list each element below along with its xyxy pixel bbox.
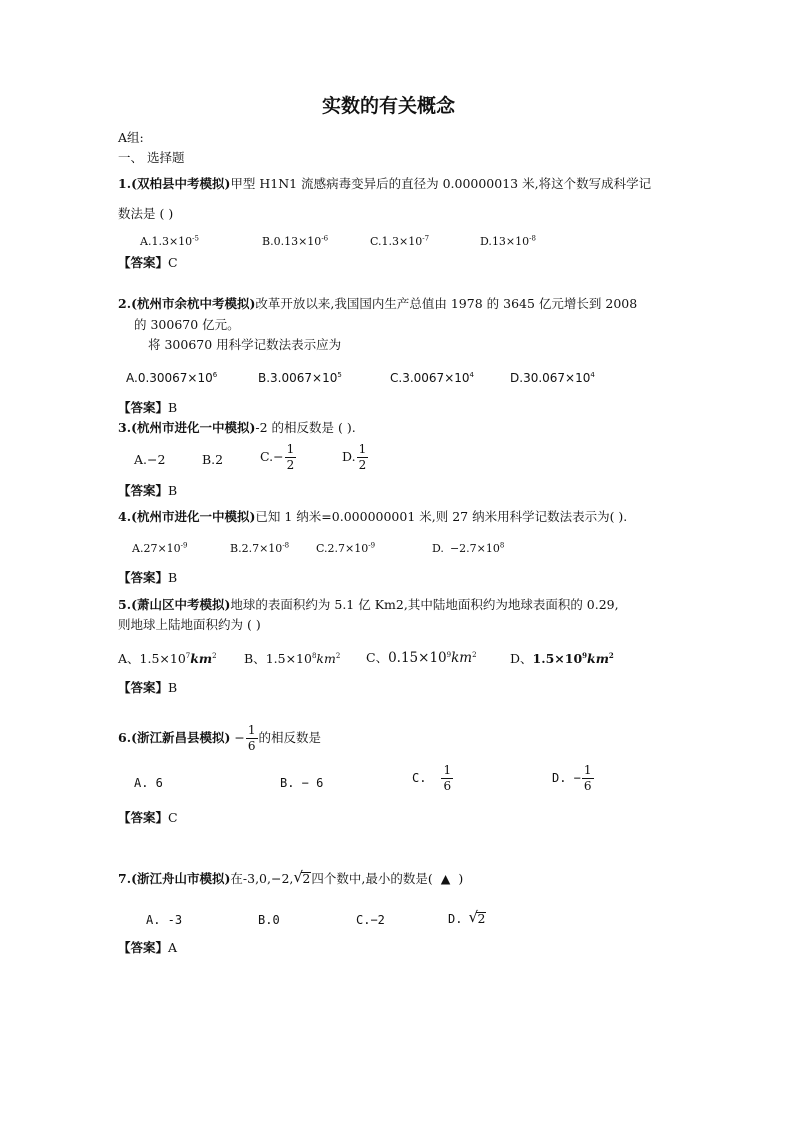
- question-5: [118, 599, 619, 612]
- q1-option-b: $B.0.13\times 10^{-6}$: [262, 234, 329, 248]
- q4-option-a: $A.27\times 10^{-9}$: [132, 541, 188, 555]
- question-source: (浙江舟山市模拟): [131, 871, 231, 886]
- question-number: 2.: [118, 296, 132, 311]
- question-source: (萧山区中考模拟): [131, 597, 231, 612]
- q7-option-b: B.0: [258, 913, 280, 927]
- question-7: 7.(浙江舟山市模拟)在-3,0,−2, √ 2四个数中,最小的数是( ▲ ): [118, 868, 464, 886]
- question-number: 6.: [118, 729, 132, 745]
- q7-answer: 【答案】A: [118, 940, 178, 955]
- question-source: (浙江新昌县模拟): [131, 729, 231, 745]
- question-number: 4.: [118, 509, 132, 524]
- q2-option-d: $D.30.067\times 10^4$: [510, 371, 595, 385]
- q6-option-a: A. 6: [134, 776, 163, 790]
- sqrt-2: √ 2: [293, 868, 311, 886]
- q6-option-d: D. − $\frac{1}{6}$: [552, 763, 592, 793]
- q4-option-b: $B.2.7\times 10^{-8}$: [230, 541, 290, 555]
- q1-option-d: $D.13\times 10^{-8}$: [480, 234, 536, 248]
- question-number: 1.: [118, 176, 132, 191]
- q5-option-d: D、$1.5\times 10^9km^2$: [510, 650, 614, 666]
- q5-option-a: A、$1.5\times 10^7km^2$: [118, 651, 217, 666]
- q6-answer: 【答案】C: [118, 810, 178, 825]
- question-1: [118, 178, 651, 191]
- q7-option-d: D. √ 2: [448, 908, 486, 926]
- question-text: 地球的表面积约为 5.1 亿 Km2,其中陆地面积约为地球表面积的 0.29,: [230, 597, 619, 612]
- q2-answer: 【答案】B: [118, 400, 178, 415]
- q3-option-c: C.− $\frac{1}{2}$: [260, 442, 295, 472]
- question-text: 已知 1 纳米=0.000000001 米,则 27 纳米用科学记数法表示为( ).: [255, 509, 628, 524]
- question-1-text-line2: 数法是 ( ): [118, 206, 174, 221]
- q4-answer: 【答案】B: [118, 570, 178, 585]
- q5-answer: 【答案】B: [118, 680, 178, 695]
- question-number: 7.: [118, 871, 132, 886]
- question-5-text-line2: 则地球上陆地面积约为 ( ): [118, 617, 261, 632]
- question-number: 3.: [118, 420, 132, 435]
- q4-option-d: D. $-2.7\times 10^8$: [432, 541, 505, 555]
- question-source: (杭州市进化一中模拟): [131, 509, 256, 524]
- q3-answer: 【答案】B: [118, 483, 178, 498]
- triangle-icon: ▲: [440, 871, 451, 886]
- question-2: [118, 298, 637, 311]
- q1-option-c: $C.1.3\times 10^{-7}$: [370, 234, 430, 248]
- q2-option-b: $B.3.0067\times 10^5$: [258, 371, 342, 385]
- question-source: (双柏县中考模拟): [131, 176, 231, 191]
- question-source: (杭州市余杭中考模拟): [131, 296, 256, 311]
- question-3: [118, 422, 356, 435]
- group-label: A组:: [118, 130, 144, 145]
- question-text: 甲型 H1N1 流感病毒变异后的直径为 0.00000013 米,将这个数写成科学记: [230, 176, 652, 191]
- question-6: 6.(浙江新昌县模拟) − $\frac{1}{6}$ 的相反数是: [118, 723, 322, 753]
- q5-option-c: C、$0.15\times 10^9km^2$: [366, 650, 477, 666]
- q3-option-d: D. $\frac{1}{2}$: [342, 442, 367, 472]
- q3-option-a: A.−2: [134, 452, 166, 467]
- question-text: -2 的相反数是 ( ).: [255, 420, 356, 435]
- q1-option-a: $A.1.3\times 10^{-5}$: [140, 234, 199, 248]
- q6-option-c: C. $\frac{1}{6}$: [412, 763, 452, 793]
- q5-option-b: B、$1.5\times 10^8km^2$: [244, 651, 341, 666]
- q7-option-c: C.−2: [356, 913, 385, 927]
- question-2-text-line2: 的 300670 亿元。: [134, 317, 240, 332]
- question-source: (杭州市进化一中模拟): [131, 420, 256, 435]
- section-heading: 一、 选择题: [118, 150, 185, 165]
- question-2-text-line3: 将 300670 用科学记数法表示应为: [148, 337, 342, 352]
- q7-option-a: A. -3: [146, 913, 183, 927]
- question-text: 的相反数是: [258, 729, 322, 745]
- question-4: [118, 511, 627, 524]
- q2-option-c: $C.3.0067\times 10^4$: [390, 371, 474, 385]
- question-number: 5.: [118, 597, 132, 612]
- q4-option-c: $C.2.7\times 10^{-9}$: [316, 541, 376, 555]
- page-title: 实数的有关概念: [322, 95, 456, 117]
- question-text: 改革开放以来,我国国内生产总值由 1978 的 3645 亿元增长到 2008: [255, 296, 638, 311]
- sqrt-2: √ 2: [468, 908, 486, 926]
- q1-answer: 【答案】C: [118, 255, 178, 270]
- q2-option-a: $A.0.30067\times 10^6$: [126, 371, 218, 385]
- q6-option-b: B. − 6: [280, 776, 324, 790]
- q3-option-b: B.2: [202, 452, 224, 467]
